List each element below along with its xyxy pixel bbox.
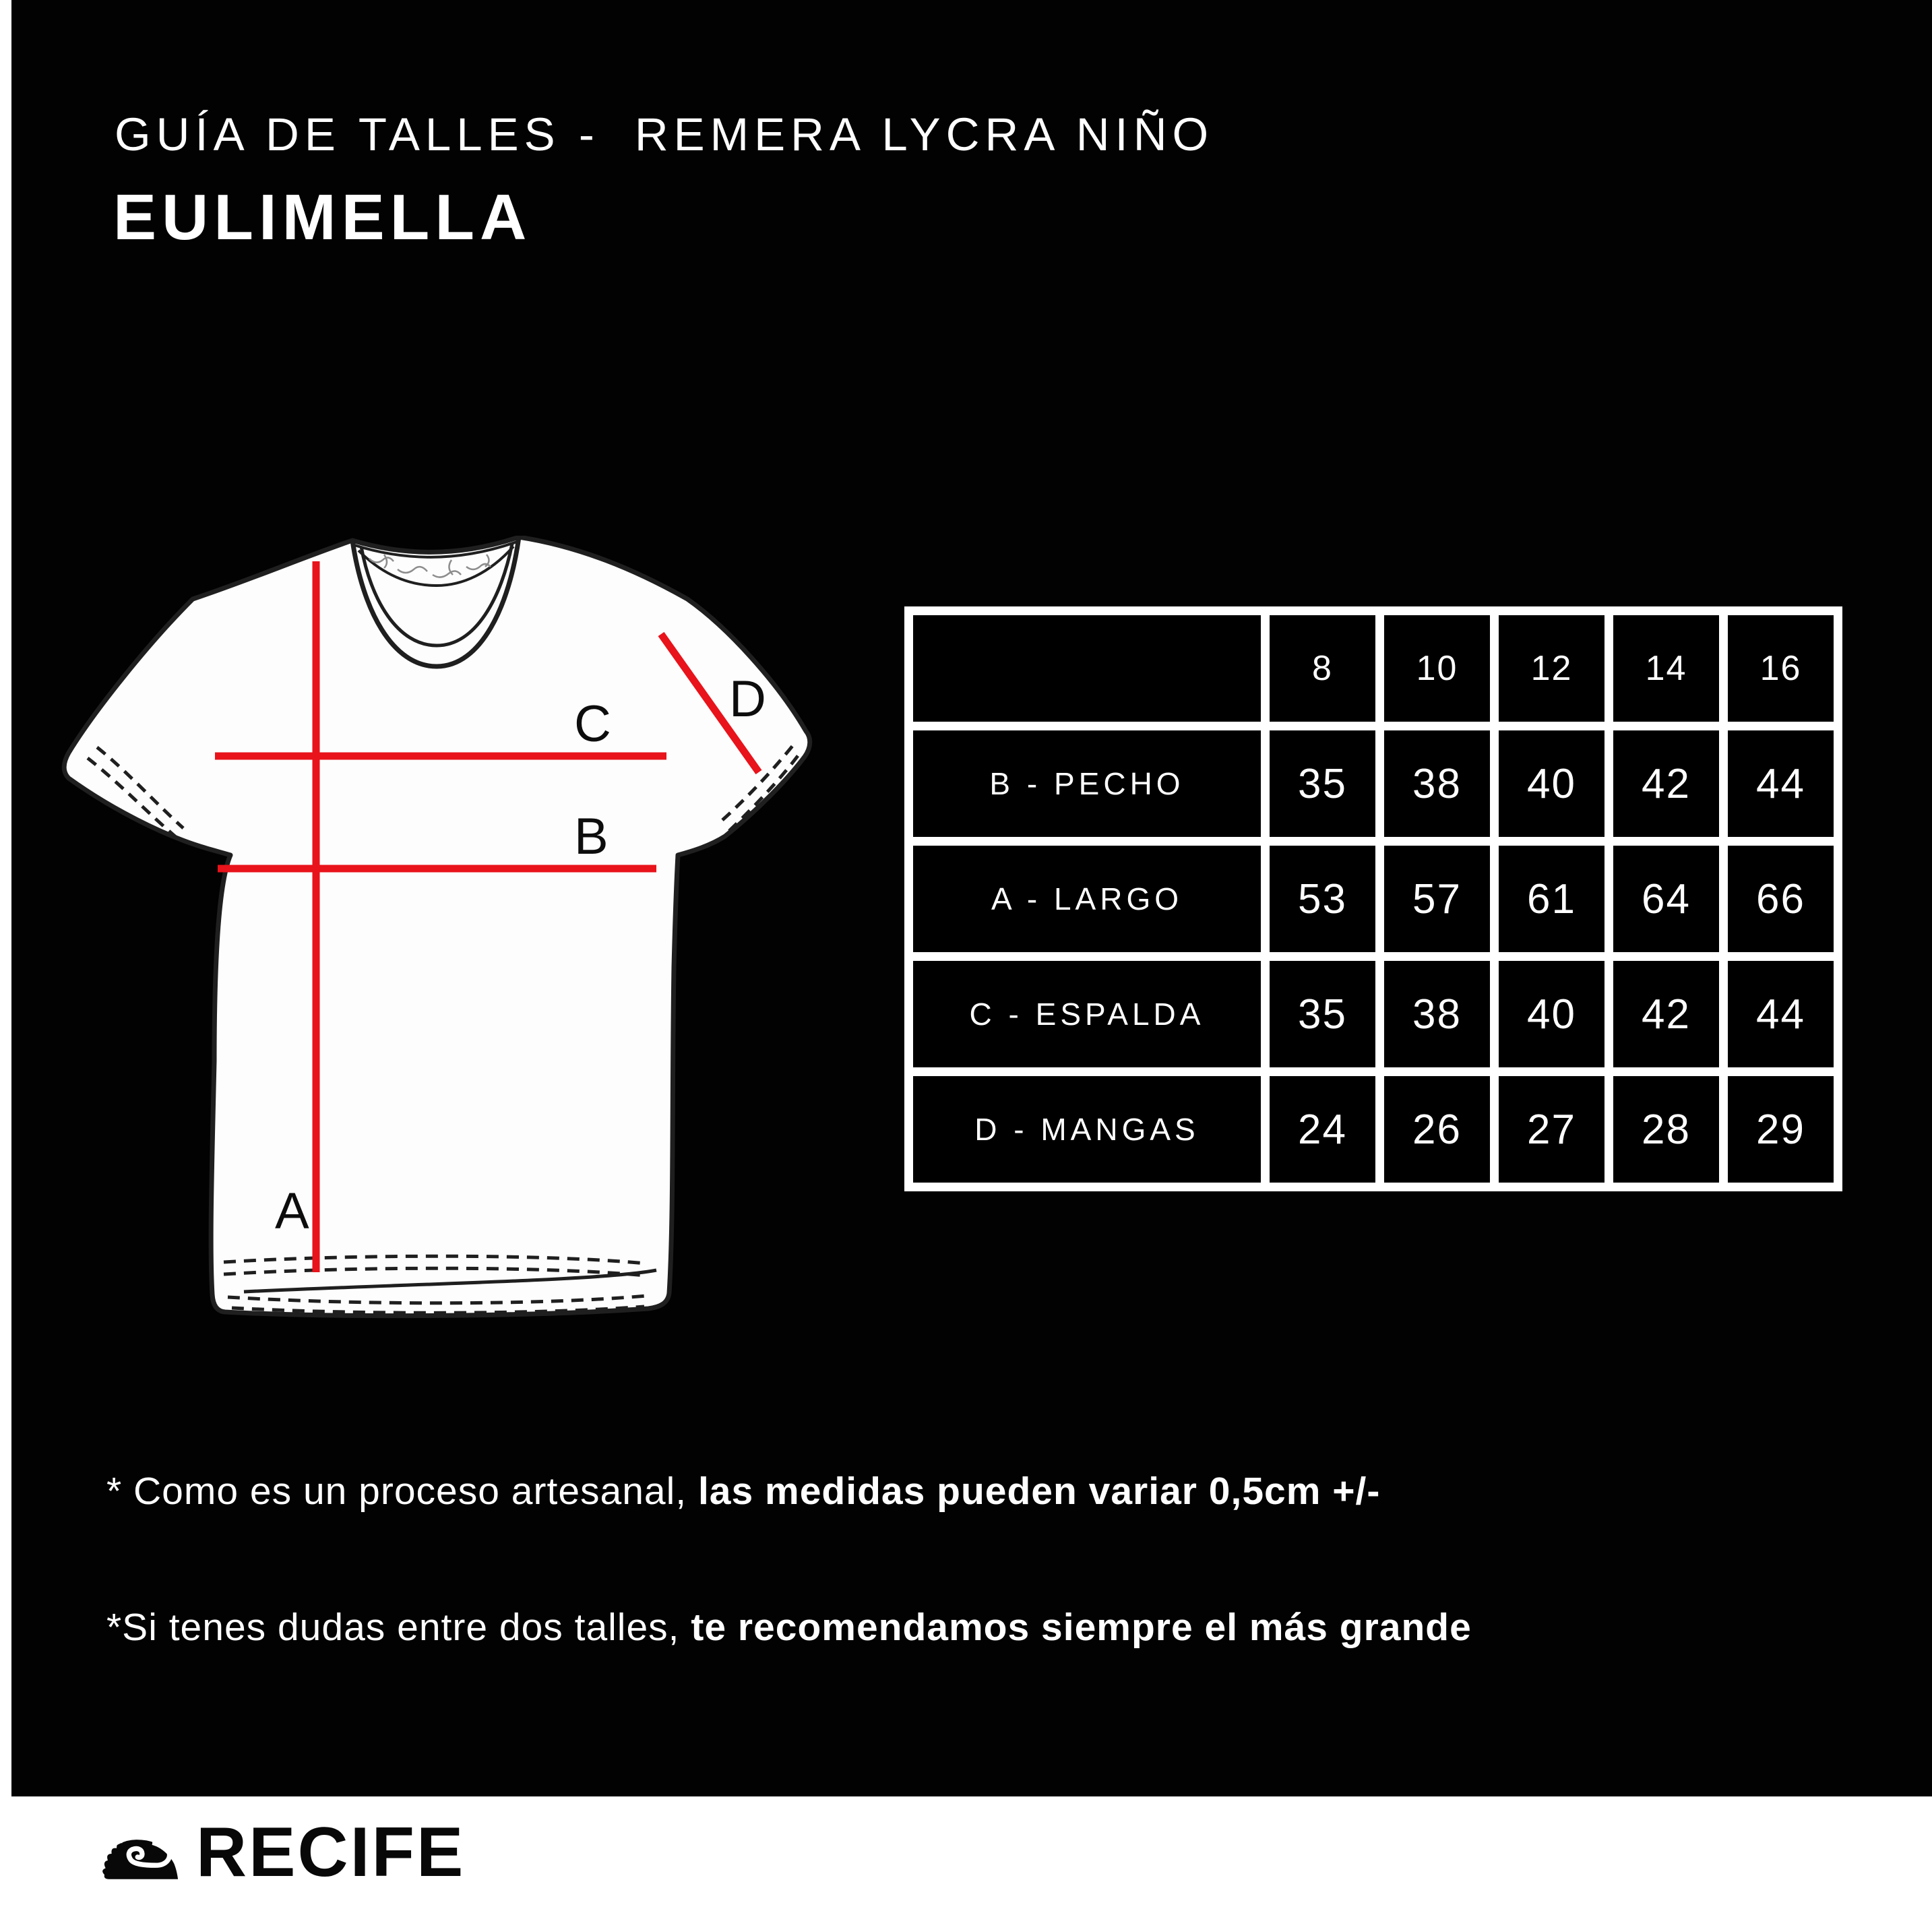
title-product-type: REMERA LYCRA NIÑO: [634, 108, 1214, 160]
table-value: 28: [1613, 1076, 1719, 1183]
table-value: 29: [1728, 1076, 1834, 1183]
size-header-12: 12: [1499, 615, 1604, 722]
table-value: 38: [1384, 730, 1490, 837]
row-label: D - MANGAS: [913, 1076, 1261, 1183]
table-value: 42: [1613, 961, 1719, 1067]
note-size-advice: [106, 1605, 1472, 1650]
row-label: A - LARGO: [913, 846, 1261, 952]
table-value: 24: [1270, 1076, 1375, 1183]
size-header-16: 16: [1728, 615, 1834, 722]
page-title: [115, 108, 1214, 161]
size-header-10: 10: [1384, 615, 1490, 722]
note-measurements-regular: * Como es un proceso artesanal,: [106, 1470, 698, 1513]
label-c: C: [574, 695, 611, 753]
table-value: 35: [1270, 730, 1375, 837]
size-table: [904, 606, 1842, 1191]
row-label: B - PECHO: [913, 730, 1261, 837]
note-measurements-bold: las medidas pueden variar 0,5cm +/-: [697, 1470, 1381, 1513]
product-name: EULIMELLA: [113, 181, 532, 253]
table-value: 66: [1728, 846, 1834, 952]
row-label: C - ESPALDA: [913, 961, 1261, 1067]
table-corner-cell: [913, 615, 1261, 722]
table-value: 26: [1384, 1076, 1490, 1183]
note-size-advice-bold: te recomendamos siempre el más grande: [691, 1606, 1472, 1649]
table-value: 57: [1384, 846, 1490, 952]
table-value: 61: [1499, 846, 1604, 952]
tshirt-outline: [64, 537, 810, 1316]
table-value: 44: [1728, 961, 1834, 1067]
table-value: 53: [1270, 846, 1375, 952]
label-a: A: [275, 1183, 309, 1240]
table-value: 64: [1613, 846, 1719, 952]
label-d: D: [729, 670, 766, 728]
table-value: 38: [1384, 961, 1490, 1067]
note-measurements: [106, 1469, 1380, 1513]
table-value: 42: [1613, 730, 1719, 837]
table-value: 40: [1499, 730, 1604, 837]
brand-lockup: [101, 1813, 466, 1891]
note-size-advice-regular: *Si tenes dudas entre dos talles,: [106, 1606, 691, 1649]
table-value: 40: [1499, 961, 1604, 1067]
table-value: 35: [1270, 961, 1375, 1067]
tshirt-svg: [47, 536, 819, 1321]
title-guide: GUÍA DE TALLES -: [115, 108, 600, 160]
tshirt-diagram: [47, 536, 819, 1321]
footer-bar: [0, 1796, 1932, 1911]
table-value: 44: [1728, 730, 1834, 837]
size-header-14: 14: [1613, 615, 1719, 722]
brand-name: RECIFE: [196, 1813, 466, 1891]
label-b: B: [574, 808, 609, 865]
table-value: 27: [1499, 1076, 1604, 1183]
size-header-8: 8: [1270, 615, 1375, 722]
wave-spiral-icon: [101, 1826, 179, 1881]
